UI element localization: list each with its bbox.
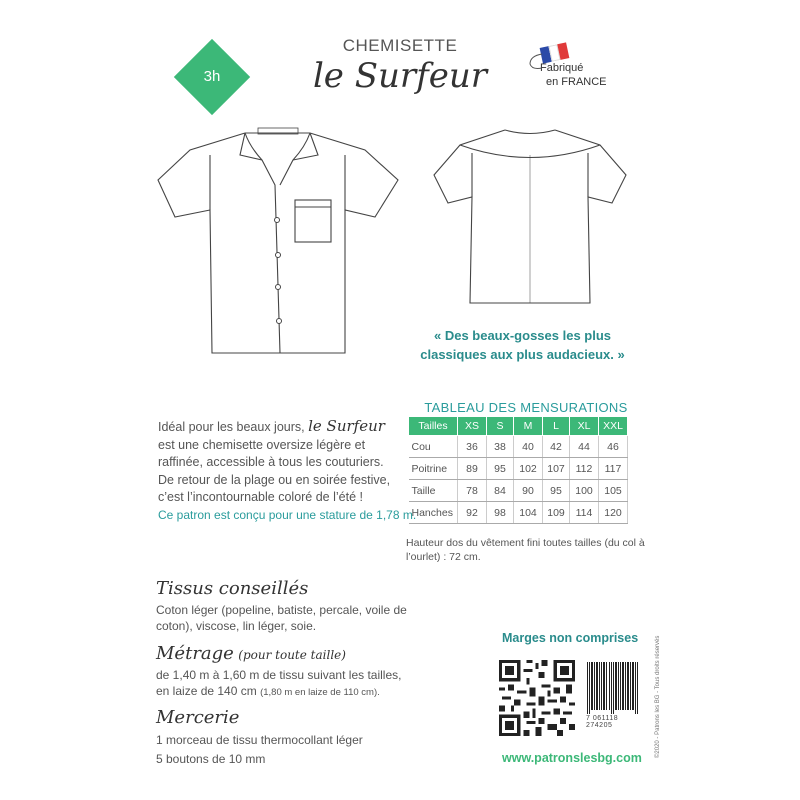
- table-cell: Hanches: [409, 502, 458, 524]
- intro-brand: le Surfeur: [308, 417, 385, 435]
- tissus-body: Coton léger (popeline, batiste, percale, voile de coton), viscose, lin léger, soie.: [156, 603, 407, 633]
- margins-note: Marges non comprises: [502, 631, 639, 645]
- barcode-icon: [586, 662, 638, 714]
- table-cell: 89: [458, 458, 487, 480]
- table-header: L: [543, 417, 570, 436]
- metrage-title: Métrage: [156, 643, 234, 664]
- stature-note: Ce patron est conçu pour une stature de 1,78 m.: [158, 508, 417, 522]
- table-cell: 36: [458, 436, 487, 458]
- table-row: [409, 502, 628, 524]
- table-cell: 90: [514, 480, 543, 502]
- metrage-heading: [156, 643, 346, 664]
- table-header: XXL: [599, 417, 628, 436]
- intro-before: Idéal pour les beaux jours,: [158, 420, 305, 434]
- table-cell: 95: [487, 458, 514, 480]
- table-cell: 92: [458, 502, 487, 524]
- metrage-line2-small: (1,80 m en laize de 110 cm).: [260, 687, 380, 698]
- table-cell: 100: [570, 480, 599, 502]
- table-cell: 40: [514, 436, 543, 458]
- table-cell: 95: [543, 480, 570, 502]
- metrage-line2: en laize de 140 cm: [156, 684, 257, 698]
- table-header: XS: [458, 417, 487, 436]
- table-cell: 104: [514, 502, 543, 524]
- france-flag-icon: [540, 42, 570, 63]
- table-cell: Cou: [409, 436, 458, 458]
- tagline-quote: « Des beaux-gosses les plus classiques aux plus audacieux. »: [420, 328, 625, 362]
- table-cell: 38: [487, 436, 514, 458]
- table-header: XL: [570, 417, 599, 436]
- made-in-line1: Fabriqué: [540, 62, 584, 74]
- table-cell: 109: [543, 502, 570, 524]
- table-cell: 105: [599, 480, 628, 502]
- brand-line1: CHEMISETTE: [342, 36, 458, 55]
- table-cell: 102: [514, 458, 543, 480]
- table-cell: 117: [599, 458, 628, 480]
- metrage-subtitle: (pour toute taille): [238, 648, 346, 662]
- table-cell: 107: [543, 458, 570, 480]
- qr-code-icon: [499, 660, 575, 736]
- table-cell: Taille: [409, 480, 458, 502]
- table-cell: Poitrine: [409, 458, 458, 480]
- size-table-title: TABLEAU DES MENSURATIONS: [424, 400, 628, 415]
- tissus-title: Tissus conseillés: [156, 578, 309, 599]
- table-header: M: [514, 417, 543, 436]
- table-cell: 42: [543, 436, 570, 458]
- table-cell: 114: [570, 502, 599, 524]
- back-height-note: Hauteur dos du vêtement fini toutes tailles (du col à l’ourlet) : 72 cm.: [406, 537, 645, 563]
- table-cell: 98: [487, 502, 514, 524]
- mercerie-line1: 1 morceau de tissu thermocollant léger: [156, 733, 363, 747]
- metrage-line2-wrap: [156, 683, 380, 701]
- duration-badge: 3h: [203, 68, 221, 85]
- table-row: [409, 480, 628, 502]
- made-in-tag-icon: [528, 52, 544, 74]
- made-in-line2: en FRANCE: [546, 76, 607, 88]
- barcode-number: 7 061118 274205: [586, 715, 619, 729]
- mercerie-line2: 5 boutons de 10 mm: [156, 752, 266, 766]
- table-header: S: [487, 417, 514, 436]
- table-row: [409, 436, 628, 458]
- table-row: [409, 458, 628, 480]
- table-cell: 44: [570, 436, 599, 458]
- intro-after: est une chemisette oversize légère et raffinée, accessible à tous les couturiers. De retour de la plage ou en soirée festive, c’est l’incontournable coloré de l’été !: [158, 437, 391, 504]
- table-cell: 46: [599, 436, 628, 458]
- intro-paragraph: [158, 418, 403, 507]
- table-cell: 120: [599, 502, 628, 524]
- size-table-header-row: [409, 417, 628, 436]
- size-table: [408, 416, 628, 524]
- front-shirt-illustration: [150, 125, 410, 357]
- table-cell: 78: [458, 480, 487, 502]
- table-header: Tailles: [409, 417, 458, 436]
- brand-title: le Surfeur: [312, 56, 488, 96]
- metrage-line1: de 1,40 m à 1,60 m de tissu suivant les tailles,: [156, 668, 402, 682]
- table-cell: 112: [570, 458, 599, 480]
- website-link[interactable]: www.patronslesbg.com: [502, 751, 642, 765]
- mercerie-title: Mercerie: [156, 707, 240, 728]
- copyright-note: ©2020 - Patrons les BG - Tous droits réservés: [655, 635, 661, 758]
- back-shirt-illustration: [430, 125, 630, 307]
- table-cell: 84: [487, 480, 514, 502]
